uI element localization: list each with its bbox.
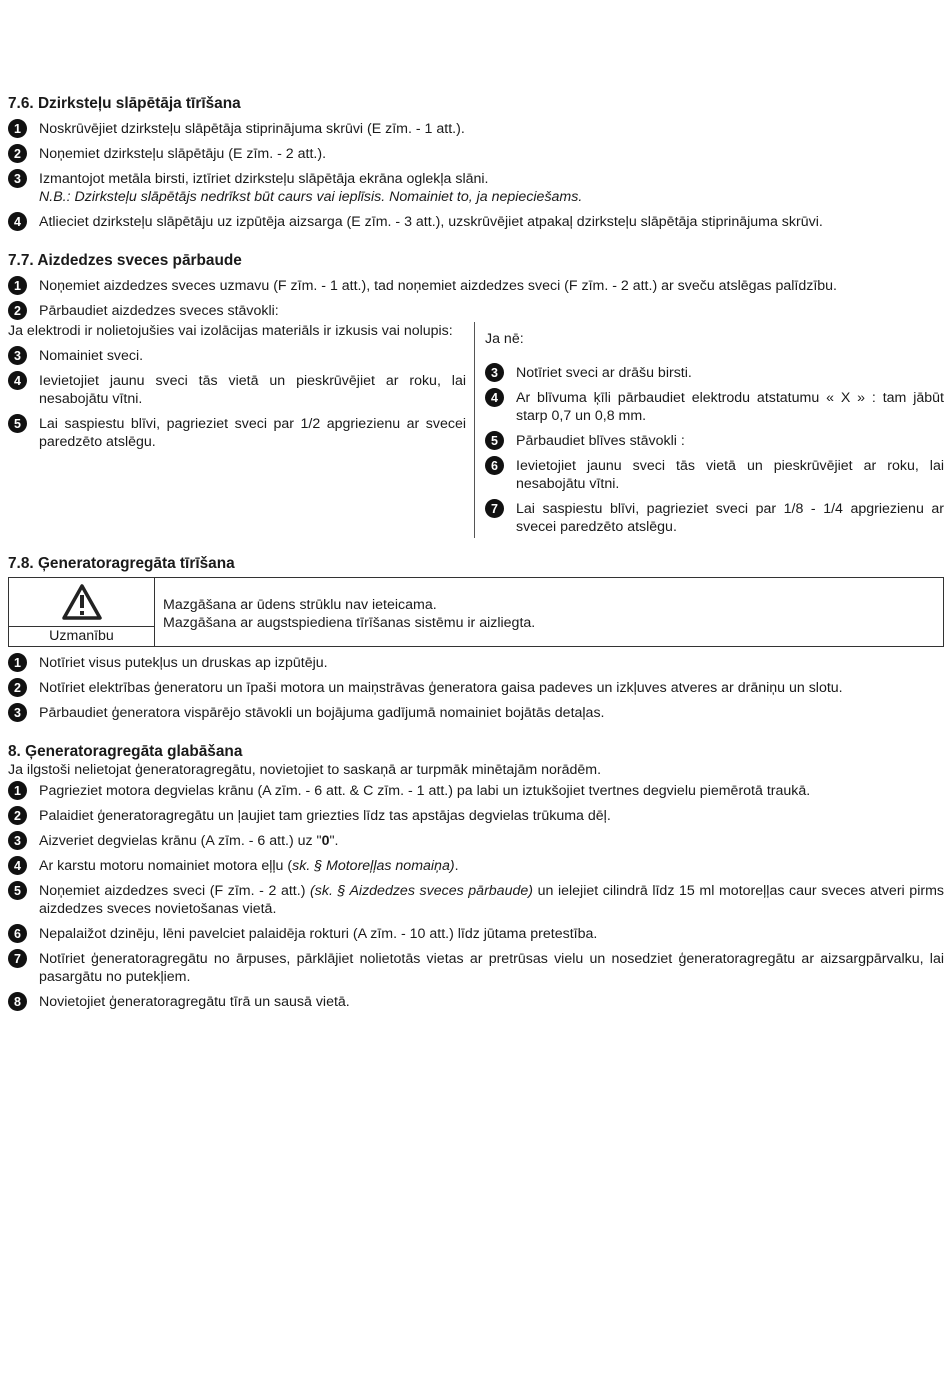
section-title: 7.8. Ģeneratoragregāta tīrīšana [8, 555, 235, 572]
step-text: Pārbaudiet blīves stāvokli : [516, 433, 685, 449]
step-text: Notīriet ģeneratoragregātu no ārpuses, pārklājiet nolietotās vietas ar pretrūsas vielu un nosedziet ģeneratoragregātu ar aizsargpārvalku, lai pasargātu no putekļiem. [39, 951, 944, 985]
step-text: Nepalaižot dzinēju, lēni pavelciet palaidēja rokturi (A zīm. - 10 att.) līdz jūtama pretestība. [39, 926, 598, 942]
step-number-icon: 1 [8, 276, 27, 295]
step-text: Lai saspiestu blīvi, pagrieziet sveci par 1/2 apgriezienu ar svecei paredzēto atslēgu. [39, 416, 466, 450]
step-number-icon: 3 [8, 831, 27, 850]
step-number-icon: 4 [8, 371, 27, 390]
section-7-6 [8, 94, 944, 231]
step-number-icon: 2 [8, 301, 27, 320]
warning-box [8, 577, 944, 647]
step-item [8, 347, 466, 365]
step-text-part: Aizveriet degvielas krānu (A zīm. - 6 att.) uz " [39, 833, 322, 849]
step-text: Noskrūvējiet dzirksteļu slāpētāja stiprinājuma skrūvi (E zīm. - 1 att.). [39, 121, 465, 137]
step-item [8, 704, 944, 722]
step-text: Noņemiet aizdedzes sveces uzmavu (F zīm. - 1 att.), tad noņemiet aizdedzes sveci (F zīm. - 2 att.) ar sveču atslēgas palīdzību. [39, 278, 837, 294]
step-text-bold: 0 [321, 833, 330, 849]
step-text: Izmantojot metāla birsti, iztīriet dzirksteļu slāpētāja ekrāna oglekļa slāni. [39, 171, 489, 187]
step-number-icon: 3 [8, 346, 27, 365]
step-number-icon: 2 [8, 144, 27, 163]
step-number-icon: 5 [8, 881, 27, 900]
warning-line: Mazgāšana ar ūdens strūklu nav ieteicama. [163, 597, 437, 613]
step-item [485, 389, 944, 425]
step-number-icon: 8 [8, 992, 27, 1011]
step-note: N.B.: Dzirksteļu slāpētājs nedrīkst būt caurs vai ieplīsis. Nomainiet to, ja nepieciešams. [39, 189, 583, 205]
step-number-icon: 5 [8, 414, 27, 433]
step-number-icon: 4 [485, 388, 504, 407]
warning-icon-area [9, 578, 154, 626]
step-text-part: un ielejiet cilindrā līdz 15 ml motoreļļas caur sveces atveri pirms aizdedzes sveces novietošanas vietā. [39, 883, 944, 917]
step-item [8, 120, 944, 138]
column-intro: Ja nē: [485, 331, 524, 347]
step-number-icon: 3 [8, 703, 27, 722]
step-item [8, 925, 944, 943]
warning-label: Uzmanību [9, 626, 154, 646]
step-item [8, 372, 466, 408]
step-text [39, 882, 944, 918]
step-text: Atlieciet dzirksteļu slāpētāju uz izpūtēja aizsarga (E zīm. - 3 att.), uzskrūvējiet atpakaļ dzirksteļu slāpētāja stiprinājuma skrūvi. [39, 214, 823, 230]
step-item [8, 277, 944, 295]
step-number-icon: 1 [8, 653, 27, 672]
step-item [8, 882, 944, 918]
step-text: Palaidiet ģeneratoragregātu un ļaujiet tam griezties līdz tas apstājas degvielas trūkuma dēļ. [39, 808, 611, 824]
step-item [8, 213, 944, 231]
step-text-part: Noņemiet aizdedzes sveci (F zīm. - 2 att.) [39, 883, 311, 899]
step-item [8, 807, 944, 825]
warning-icon-cell [9, 578, 155, 646]
step-text: Pārbaudiet aizdedzes sveces stāvokli: [39, 303, 279, 319]
step-number-icon: 3 [485, 363, 504, 382]
step-number-icon: 4 [8, 856, 27, 875]
step-item [485, 432, 944, 450]
step-number-icon: 3 [8, 169, 27, 188]
step-text-part: . [454, 858, 459, 874]
step-text: Pagrieziet motora degvielas krānu (A zīm. - 6 att. & C zīm. - 1 att.) pa labi un iztukšojiet tvertnes degvielu piemērotā traukā. [39, 783, 811, 799]
step-number-icon: 1 [8, 781, 27, 800]
step-item [8, 145, 944, 163]
step-item [8, 950, 944, 986]
step-item [8, 993, 944, 1011]
warning-triangle-icon [62, 584, 102, 620]
step-number-icon: 2 [8, 806, 27, 825]
two-column-table [8, 322, 944, 538]
step-item [8, 679, 944, 697]
section-title: 7.7. Aizdedzes sveces pārbaude [8, 252, 242, 269]
section-title: 8. Ģeneratoragregāta glabāšana [8, 743, 243, 760]
step-text: Lai saspiestu blīvi, pagrieziet sveci par 1/8 - 1/4 apgriezienu ar svecei paredzēto atslēgu. [516, 501, 944, 535]
section-intro: Ja ilgstoši nelietojat ģeneratoragregātu, novietojiet to saskaņā ar turpmāk minētajām norādēm. [8, 762, 602, 778]
step-text-part: Ar karstu motoru nomainiet motora eļļu ( [39, 858, 293, 874]
step-item [8, 170, 944, 206]
step-number-icon: 6 [8, 924, 27, 943]
step-text: Notīriet elektrības ģeneratoru un īpaši motora un maiņstrāvas ģeneratora gaisa padeves un izkļuves atveres ar drāniņu un slotu. [39, 680, 843, 696]
step-item [485, 457, 944, 493]
step-item [8, 857, 944, 875]
step-text: Pārbaudiet ģeneratora vispārējo stāvokli un bojājuma gadījumā nomainiet bojātās detaļas. [39, 705, 605, 721]
step-number-icon: 1 [8, 119, 27, 138]
step-item [485, 500, 944, 536]
manual-page [8, 94, 944, 1011]
section-7-8 [8, 554, 944, 722]
section-8 [8, 742, 944, 1011]
step-number-icon: 4 [8, 212, 27, 231]
warning-line: Mazgāšana ar augstspiediena tīrīšanas sistēmu ir aizliegta. [163, 615, 536, 631]
section-title: 7.6. Dzirksteļu slāpētāja tīrīšana [8, 95, 241, 112]
left-column [8, 322, 474, 538]
step-text: Notīriet visus putekļus un druskas ap izpūtēju. [39, 655, 328, 671]
step-text [39, 832, 944, 850]
step-text-reference: sk. § Motoreļļas nomaiņa) [292, 858, 455, 874]
step-text: Novietojiet ģeneratoragregātu tīrā un sausā vietā. [39, 994, 350, 1010]
step-item [8, 782, 944, 800]
step-number-icon: 5 [485, 431, 504, 450]
step-item [485, 364, 944, 382]
step-text: Notīriet sveci ar drāšu birsti. [516, 365, 692, 381]
section-7-7 [8, 251, 944, 538]
step-number-icon: 6 [485, 456, 504, 475]
step-number-icon: 2 [8, 678, 27, 697]
step-text-part: ". [329, 833, 339, 849]
step-text-reference: (sk. § Aizdedzes sveces pārbaude) [310, 883, 533, 899]
step-number-icon: 7 [485, 499, 504, 518]
step-number-icon: 7 [8, 949, 27, 968]
step-text-block [39, 170, 944, 206]
step-text: Nomainiet sveci. [39, 348, 144, 364]
step-text: Ievietojiet jaunu sveci tās vietā un pieskrūvējiet ar roku, lai nesabojātu vītni. [39, 373, 466, 407]
right-column [474, 322, 944, 538]
step-item [8, 302, 944, 320]
step-item [8, 654, 944, 672]
step-text: Ar blīvuma ķīli pārbaudiet elektrodu atstatumu « X » : tam jābūt starp 0,7 un 0,8 mm. [516, 390, 944, 424]
step-text [39, 857, 944, 875]
column-intro: Ja elektrodi ir nolietojušies vai izolācijas materiāls ir izkusis vai nolupis: [8, 323, 453, 339]
step-item [8, 415, 466, 451]
warning-text [155, 578, 535, 646]
step-item [8, 832, 944, 850]
step-text: Ievietojiet jaunu sveci tās vietā un pieskrūvējiet ar roku, lai nesabojātu vītni. [516, 458, 944, 492]
step-text: Noņemiet dzirksteļu slāpētāju (E zīm. - 2 att.). [39, 146, 327, 162]
